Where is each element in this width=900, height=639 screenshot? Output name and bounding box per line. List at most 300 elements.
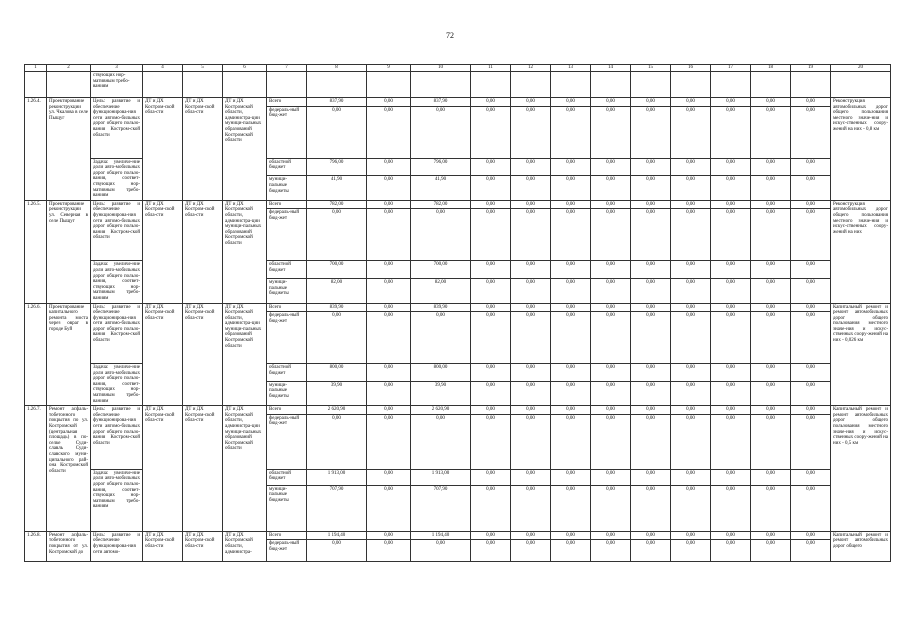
- year-amount: 800,00: [411, 364, 471, 382]
- year-amount: 0,00: [671, 176, 711, 200]
- column-number-3: 3: [91, 65, 143, 72]
- year-amount: 0,00: [631, 98, 671, 107]
- participants: ДТ и ДХ Костромской области, администра-ции муници-пальных образований Костромской области: [223, 303, 267, 406]
- year-amount: 0,00: [511, 381, 551, 405]
- year-amount: 0,00: [511, 531, 551, 540]
- year-amount: 0,00: [671, 303, 711, 312]
- year-amount: 0,00: [551, 200, 591, 209]
- year-amount: 0,00: [751, 469, 791, 485]
- year-amount: 39,90: [411, 381, 471, 405]
- total-amount: 707,90: [307, 485, 367, 531]
- year-amount: 0,00: [551, 158, 591, 176]
- responsible-executor: ДТ и ДХ Костром-ской обла-сти: [143, 303, 183, 406]
- year-amount: 0,00: [791, 485, 831, 531]
- year-amount: 0,00: [711, 540, 751, 562]
- year-amount: 0,00: [591, 469, 631, 485]
- year-amount: 0,00: [751, 381, 791, 405]
- funding-source: муници-пальные бюджеты: [267, 381, 307, 405]
- year-amount: 0,00: [631, 209, 671, 261]
- year-amount: 0,00: [751, 364, 791, 382]
- coexecutor: ДТ и ДХ Костром-ской обла-сти: [183, 303, 223, 406]
- year-amount: 0,00: [367, 485, 411, 531]
- year-amount: 0,00: [591, 531, 631, 540]
- row-id: 1.26.4.: [25, 98, 47, 201]
- total-amount: 2 620,90: [307, 406, 367, 415]
- funding-source: областной бюджет: [267, 469, 307, 485]
- year-amount: 0,00: [751, 200, 791, 209]
- year-amount: 0,00: [631, 158, 671, 176]
- column-number-12: 12: [511, 65, 551, 72]
- year-amount: 0,00: [671, 364, 711, 382]
- year-amount: 0,00: [711, 381, 751, 405]
- measure-goal: Цель: развитие и обеспечение функционирова-ния сети автомо-бильных дорог общего пользо-вания Костром-ской области: [91, 200, 143, 261]
- year-amount: 0,00: [367, 364, 411, 382]
- continuation-row: [25, 72, 891, 98]
- year-amount: 0,00: [471, 176, 511, 200]
- year-amount: 0,00: [511, 364, 551, 382]
- year-amount: 782,00: [411, 200, 471, 209]
- year-amount: 0,00: [471, 312, 511, 364]
- year-amount: 0,00: [471, 209, 511, 261]
- row-id: 1.26.7.: [25, 406, 47, 532]
- measure-name: Ремонт асфаль-тобетонного покрытия от ул. Костромской до: [47, 531, 91, 562]
- coexecutor: ДТ и ДХ Костром-ской обла-сти: [183, 200, 223, 303]
- year-amount: 0,00: [631, 303, 671, 312]
- year-amount: 0,00: [671, 312, 711, 364]
- column-number-19: 19: [791, 65, 831, 72]
- measure-name: Ремонт асфаль-тобетонного покрытия по ул. Костромской (центральная площадь) в по-селке Суди-славль Суди-славского муни-ципального рай-она Костромской области: [47, 406, 91, 532]
- year-amount: 0,00: [671, 414, 711, 469]
- year-amount: 0,00: [367, 176, 411, 200]
- year-amount: 0,00: [471, 261, 511, 279]
- expected-result: Капитальный ремонт и ремонт автомобильных дорог общего: [831, 531, 891, 562]
- column-number-13: 13: [551, 65, 591, 72]
- year-amount: 0,00: [551, 531, 591, 540]
- year-amount: 0,00: [671, 261, 711, 279]
- year-amount: 0,00: [471, 485, 511, 531]
- year-amount: 0,00: [791, 106, 831, 158]
- funding-source: Всего: [267, 303, 307, 312]
- expected-result: Реконструкция автомобильных дорог общего пользования местного значе-ния и искус-ственных соору-жений на них: [831, 200, 891, 303]
- year-amount: 0,00: [711, 303, 751, 312]
- total-amount: 0,00: [307, 312, 367, 364]
- column-number-14: 14: [591, 65, 631, 72]
- responsible-executor: ДТ и ДХ Костром-ской обла-сти: [143, 531, 183, 562]
- year-amount: 0,00: [367, 279, 411, 303]
- funding-source: Всего: [267, 98, 307, 107]
- year-amount: 0,00: [511, 98, 551, 107]
- year-amount: 0,00: [671, 209, 711, 261]
- measure-goal: Цель: развитие и обеспечение функционирова-ния сети автомо-бильных дорог общего пользо-вания Костром-ской области: [91, 406, 143, 470]
- column-number-17: 17: [711, 65, 751, 72]
- year-amount: 0,00: [591, 540, 631, 562]
- responsible-executor: ДТ и ДХ Костром-ской обла-сти: [143, 98, 183, 201]
- year-amount: 0,00: [711, 406, 751, 415]
- year-amount: 0,00: [791, 540, 831, 562]
- column-number-5: 5: [183, 65, 223, 72]
- funding-source: федераль-ный бюд-жет: [267, 106, 307, 158]
- year-amount: 0,00: [551, 98, 591, 107]
- year-amount: 796,00: [411, 158, 471, 176]
- year-amount: 0,00: [551, 381, 591, 405]
- coexecutor: ДТ и ДХ Костром-ской обла-сти: [183, 531, 223, 562]
- measure-name: Проектирование реконструкции ул. Чкалова в селе Пыщуг: [47, 98, 91, 201]
- year-amount: 0,00: [511, 209, 551, 261]
- year-amount: 0,00: [411, 209, 471, 261]
- row-id: 1.26.5.: [25, 200, 47, 303]
- year-amount: 41,90: [411, 176, 471, 200]
- year-amount: 0,00: [551, 176, 591, 200]
- column-number-8: 8: [307, 65, 367, 72]
- year-amount: 0,00: [591, 312, 631, 364]
- year-amount: 0,00: [671, 381, 711, 405]
- year-amount: 0,00: [711, 469, 751, 485]
- year-amount: 0,00: [471, 106, 511, 158]
- year-amount: 0,00: [511, 540, 551, 562]
- total-amount: 0,00: [307, 414, 367, 469]
- coexecutor: ДТ и ДХ Костром-ской обла-сти: [183, 406, 223, 532]
- total-amount: 700,00: [307, 261, 367, 279]
- year-amount: 0,00: [367, 469, 411, 485]
- funding-source: муници-пальные бюджеты: [267, 279, 307, 303]
- year-amount: 0,00: [511, 176, 551, 200]
- year-amount: 0,00: [471, 414, 511, 469]
- funding-source: Всего: [267, 200, 307, 209]
- year-amount: 0,00: [471, 381, 511, 405]
- column-number-20: 20: [831, 65, 891, 72]
- year-amount: 0,00: [671, 98, 711, 107]
- year-amount: 0,00: [367, 98, 411, 107]
- year-amount: 837,90: [411, 98, 471, 107]
- total-amount: 82,00: [307, 279, 367, 303]
- year-amount: 0,00: [367, 106, 411, 158]
- column-number-15: 15: [631, 65, 671, 72]
- year-amount: 0,00: [367, 406, 411, 415]
- year-amount: 82,00: [411, 279, 471, 303]
- participants: ДТ и ДХ Костромской области, администра-ции муници-пальных образований Костромской области: [223, 200, 267, 303]
- year-amount: 0,00: [671, 469, 711, 485]
- year-amount: 0,00: [471, 364, 511, 382]
- coexecutor: ДТ и ДХ Костром-ской обла-сти: [183, 98, 223, 201]
- year-amount: 0,00: [511, 414, 551, 469]
- year-amount: 0,00: [367, 312, 411, 364]
- year-amount: 0,00: [551, 414, 591, 469]
- year-amount: 0,00: [591, 381, 631, 405]
- year-amount: 0,00: [791, 98, 831, 107]
- program-row-line: [25, 531, 891, 540]
- year-amount: 0,00: [551, 469, 591, 485]
- column-number-16: 16: [671, 65, 711, 72]
- expected-result: Капитальный ремонт и ремонт автомобильных дорог общего пользования местного значе-ния и искус-ственных соору-жений на них - 0,026 км: [831, 303, 891, 406]
- year-amount: 0,00: [551, 312, 591, 364]
- year-amount: 0,00: [591, 414, 631, 469]
- year-amount: 0,00: [591, 485, 631, 531]
- year-amount: 0,00: [511, 261, 551, 279]
- total-amount: 0,00: [307, 106, 367, 158]
- year-amount: 0,00: [711, 364, 751, 382]
- year-amount: 0,00: [631, 176, 671, 200]
- year-amount: 0,00: [671, 485, 711, 531]
- year-amount: 0,00: [367, 303, 411, 312]
- year-amount: 0,00: [751, 176, 791, 200]
- year-amount: 0,00: [511, 312, 551, 364]
- year-amount: 0,00: [367, 540, 411, 562]
- year-amount: 0,00: [591, 200, 631, 209]
- year-amount: 0,00: [671, 540, 711, 562]
- year-amount: 0,00: [711, 279, 751, 303]
- year-amount: 0,00: [591, 406, 631, 415]
- funding-source: муници-пальные бюджеты: [267, 485, 307, 531]
- year-amount: 0,00: [471, 406, 511, 415]
- program-row-line: [25, 98, 891, 107]
- year-amount: 0,00: [551, 364, 591, 382]
- year-amount: 0,00: [631, 469, 671, 485]
- measure-task: Задача: увеличе-ние доли авто-мобильных дорог общего пользо-вания, соответ-ствующих нор-мативным требо-ваниям: [91, 364, 143, 406]
- row-id: 1.26.8.: [25, 531, 47, 562]
- responsible-executor: ДТ и ДХ Костром-ской обла-сти: [143, 200, 183, 303]
- year-amount: 0,00: [367, 261, 411, 279]
- year-amount: 0,00: [791, 209, 831, 261]
- year-amount: 0,00: [511, 106, 551, 158]
- year-amount: 0,00: [751, 303, 791, 312]
- total-amount: 796,00: [307, 158, 367, 176]
- year-amount: 0,00: [711, 158, 751, 176]
- year-amount: 0,00: [511, 303, 551, 312]
- year-amount: 0,00: [631, 485, 671, 531]
- year-amount: 0,00: [631, 531, 671, 540]
- year-amount: 0,00: [471, 540, 511, 562]
- funding-source: федераль-ный бюд-жет: [267, 414, 307, 469]
- year-amount: 0,00: [631, 106, 671, 158]
- participants: ДТ и ДХ Костромской области, администра-ции муници-пальных образований Костромской области: [223, 98, 267, 201]
- year-amount: 0,00: [511, 200, 551, 209]
- year-amount: 0,00: [791, 261, 831, 279]
- funding-source: федераль-ный бюд-жет: [267, 540, 307, 562]
- year-amount: 0,00: [711, 531, 751, 540]
- year-amount: 0,00: [367, 200, 411, 209]
- year-amount: 0,00: [511, 158, 551, 176]
- year-amount: 0,00: [631, 406, 671, 415]
- year-amount: 0,00: [631, 364, 671, 382]
- funding-source: федераль-ный бюд-жет: [267, 312, 307, 364]
- participants: ДТ и ДХ Костромской области, администра-ции муници-пальных образований Костромской области: [223, 406, 267, 532]
- year-amount: 0,00: [471, 303, 511, 312]
- funding-source: муници-пальные бюджеты: [267, 176, 307, 200]
- year-amount: 0,00: [791, 158, 831, 176]
- year-amount: 0,00: [671, 279, 711, 303]
- year-amount: 0,00: [551, 261, 591, 279]
- year-amount: 0,00: [631, 381, 671, 405]
- year-amount: 0,00: [631, 261, 671, 279]
- funding-source: Всего: [267, 406, 307, 415]
- year-amount: 0,00: [751, 158, 791, 176]
- year-amount: 1 913,00: [411, 469, 471, 485]
- measure-name: Проектирование капитального ремонта моста через овраг в городе Буй: [47, 303, 91, 406]
- year-amount: 0,00: [511, 279, 551, 303]
- year-amount: 0,00: [791, 414, 831, 469]
- column-number-row: [25, 65, 891, 72]
- program-row-line: [25, 200, 891, 209]
- year-amount: 0,00: [751, 261, 791, 279]
- year-amount: 0,00: [591, 261, 631, 279]
- measure-goal: Цель: развитие и обеспечение функционирова-ния сети автомо-бильных дорог общего пользо-вания Костром-ской области: [91, 98, 143, 159]
- year-amount: 0,00: [367, 381, 411, 405]
- year-amount: 0,00: [791, 531, 831, 540]
- year-amount: 0,00: [511, 485, 551, 531]
- total-amount: 1 194,40: [307, 531, 367, 540]
- responsible-executor: ДТ и ДХ Костром-ской обла-сти: [143, 406, 183, 532]
- year-amount: 0,00: [591, 106, 631, 158]
- year-amount: 0,00: [671, 406, 711, 415]
- year-amount: 839,90: [411, 303, 471, 312]
- year-amount: 0,00: [671, 200, 711, 209]
- year-amount: 0,00: [591, 303, 631, 312]
- year-amount: 0,00: [551, 485, 591, 531]
- year-amount: 0,00: [471, 158, 511, 176]
- year-amount: 0,00: [711, 106, 751, 158]
- funding-source: Всего: [267, 531, 307, 540]
- year-amount: 0,00: [411, 414, 471, 469]
- year-amount: 0,00: [367, 158, 411, 176]
- year-amount: 0,00: [631, 540, 671, 562]
- year-amount: 0,00: [711, 261, 751, 279]
- year-amount: 0,00: [711, 312, 751, 364]
- year-amount: 0,00: [551, 303, 591, 312]
- year-amount: 0,00: [751, 312, 791, 364]
- year-amount: 0,00: [631, 414, 671, 469]
- measure-goal: Цель: развитие и обеспечение функционирова-ния сети автомо-: [91, 531, 143, 562]
- year-amount: 0,00: [631, 312, 671, 364]
- year-amount: 1 194,40: [411, 531, 471, 540]
- total-amount: 41,90: [307, 176, 367, 200]
- page-number: 72: [446, 31, 454, 40]
- year-amount: 0,00: [471, 531, 511, 540]
- total-amount: 1 913,00: [307, 469, 367, 485]
- year-amount: 0,00: [791, 303, 831, 312]
- year-amount: 0,00: [711, 209, 751, 261]
- year-amount: 700,00: [411, 261, 471, 279]
- year-amount: 0,00: [711, 176, 751, 200]
- year-amount: 0,00: [471, 279, 511, 303]
- total-amount: 839,90: [307, 303, 367, 312]
- expected-result: Реконструкция автомобильных дорог общего пользования местного значе-ния и искус-ственных соору-жений на них - 0,8 км: [831, 98, 891, 201]
- column-number-18: 18: [751, 65, 791, 72]
- year-amount: 0,00: [751, 106, 791, 158]
- measure-name: Проектирование реконструкции ул. Северная в селе Пыщуг: [47, 200, 91, 303]
- year-amount: 0,00: [471, 200, 511, 209]
- year-amount: 0,00: [551, 540, 591, 562]
- year-amount: 707,90: [411, 485, 471, 531]
- year-amount: 0,00: [551, 406, 591, 415]
- year-amount: 0,00: [551, 209, 591, 261]
- year-amount: 0,00: [751, 485, 791, 531]
- measure-task: Задача: увеличе-ние доли авто-мобильных дорог общего пользо-вания, соответ-ствующих нор-мативным требо-ваниям: [91, 261, 143, 303]
- program-table: [24, 64, 891, 562]
- year-amount: 0,00: [711, 485, 751, 531]
- total-amount: 39,90: [307, 381, 367, 405]
- funding-source: областной бюджет: [267, 158, 307, 176]
- measure-task: Задача: увеличе-ние доли авто-мобильных дорог общего пользо-вания, соответ-ствующих нор-мативным требо-ваниям: [91, 158, 143, 200]
- year-amount: 0,00: [791, 176, 831, 200]
- total-amount: 800,00: [307, 364, 367, 382]
- expected-result: Капитальный ремонт и ремонт автомобильных дорог общего пользования местного значе-ния и искус-ственных соору-жений на них - 0,5 км: [831, 406, 891, 532]
- program-row-line: [25, 303, 891, 312]
- year-amount: 0,00: [631, 200, 671, 209]
- total-amount: 837,90: [307, 98, 367, 107]
- year-amount: 0,00: [411, 106, 471, 158]
- column-number-1: 1: [25, 65, 47, 72]
- year-amount: 0,00: [591, 364, 631, 382]
- year-amount: 0,00: [411, 312, 471, 364]
- year-amount: 0,00: [711, 414, 751, 469]
- year-amount: 0,00: [591, 176, 631, 200]
- funding-source: федераль-ный бюд-жет: [267, 209, 307, 261]
- year-amount: 0,00: [551, 279, 591, 303]
- year-amount: 0,00: [631, 279, 671, 303]
- year-amount: 0,00: [791, 279, 831, 303]
- year-amount: 0,00: [711, 98, 751, 107]
- year-amount: 0,00: [591, 98, 631, 107]
- total-amount: 0,00: [307, 540, 367, 562]
- year-amount: 0,00: [751, 414, 791, 469]
- measure-task: Задача: увеличе-ние доли авто-мобильных дорог общего пользо-вания, соответ-ствующих нор-мативным требо-ваниям: [91, 469, 143, 531]
- column-number-11: 11: [471, 65, 511, 72]
- year-amount: 0,00: [791, 312, 831, 364]
- year-amount: 0,00: [711, 200, 751, 209]
- year-amount: 0,00: [671, 158, 711, 176]
- year-amount: 0,00: [591, 158, 631, 176]
- program-row-line: [25, 406, 891, 415]
- year-amount: 0,00: [367, 414, 411, 469]
- year-amount: 0,00: [551, 106, 591, 158]
- continuation-text: ствующих нор-мативным требо-ваниям: [91, 72, 143, 98]
- column-number-4: 4: [143, 65, 183, 72]
- year-amount: 0,00: [791, 406, 831, 415]
- year-amount: 0,00: [751, 406, 791, 415]
- funding-source: областной бюджет: [267, 364, 307, 382]
- year-amount: 0,00: [671, 106, 711, 158]
- column-number-9: 9: [367, 65, 411, 72]
- year-amount: 0,00: [751, 540, 791, 562]
- year-amount: 0,00: [511, 406, 551, 415]
- year-amount: 0,00: [591, 279, 631, 303]
- year-amount: 0,00: [471, 98, 511, 107]
- year-amount: 0,00: [411, 540, 471, 562]
- year-amount: 0,00: [791, 364, 831, 382]
- year-amount: 2 620,90: [411, 406, 471, 415]
- column-number-6: 6: [223, 65, 267, 72]
- year-amount: 0,00: [791, 200, 831, 209]
- year-amount: 0,00: [791, 381, 831, 405]
- participants: ДТ и ДХ Костромской области, администра-: [223, 531, 267, 562]
- year-amount: 0,00: [367, 531, 411, 540]
- total-amount: 0,00: [307, 209, 367, 261]
- year-amount: 0,00: [751, 98, 791, 107]
- year-amount: 0,00: [751, 531, 791, 540]
- year-amount: 0,00: [471, 469, 511, 485]
- year-amount: 0,00: [791, 469, 831, 485]
- year-amount: 0,00: [591, 209, 631, 261]
- year-amount: 0,00: [751, 279, 791, 303]
- column-number-2: 2: [47, 65, 91, 72]
- year-amount: 0,00: [367, 209, 411, 261]
- total-amount: 782,00: [307, 200, 367, 209]
- year-amount: 0,00: [751, 209, 791, 261]
- year-amount: 0,00: [511, 469, 551, 485]
- row-id: 1.26.6.: [25, 303, 47, 406]
- column-number-10: 10: [411, 65, 471, 72]
- year-amount: 0,00: [671, 531, 711, 540]
